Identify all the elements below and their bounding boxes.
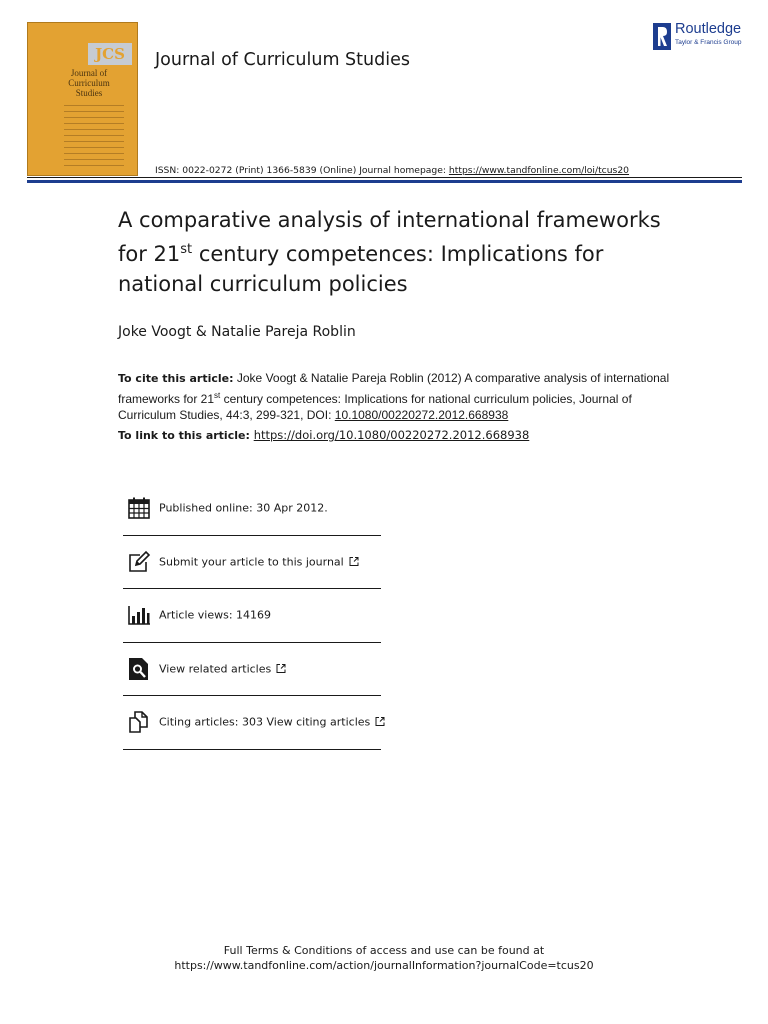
- journal-cover-image: [27, 22, 138, 176]
- journal-title: Journal of Curriculum Studies: [155, 50, 410, 70]
- article-doi-link[interactable]: https://doi.org/10.1080/00220272.2012.668938: [253, 428, 530, 442]
- edit-icon: [127, 550, 151, 574]
- submit-article-item[interactable]: [123, 536, 381, 590]
- related-articles-item[interactable]: [123, 643, 381, 697]
- cite-label: To cite this article:: [118, 372, 234, 385]
- issn-text: ISSN: 0022-0272 (Print) 1366-5839 (Online) Journal homepage:: [155, 165, 449, 176]
- submit-article-link[interactable]: [159, 555, 359, 568]
- article-views-count: Article views: 14169: [159, 608, 272, 622]
- calendar-icon: [127, 496, 151, 520]
- publisher-name: Routledge: [675, 21, 742, 37]
- published-date: Published online: 30 Apr 2012.: [159, 501, 328, 515]
- article-title-superscript: st: [180, 242, 193, 257]
- issn-line: [155, 165, 629, 176]
- cite-doi-link[interactable]: 10.1080/00220272.2012.668938: [334, 408, 509, 422]
- publisher-subtitle: Taylor & Francis Group: [675, 39, 742, 46]
- publisher-logo[interactable]: [653, 20, 748, 52]
- article-info-list: [123, 482, 381, 750]
- related-articles-link[interactable]: [159, 662, 286, 675]
- document-search-icon: [127, 657, 151, 681]
- header-divider: [27, 177, 742, 178]
- cite-text: Joke Voogt & Natalie Pareja Roblin (2012) A comparative analysis of international frameworks for 21: [118, 371, 670, 406]
- citing-articles-label: Citing articles: 303 View citing articles: [159, 715, 371, 729]
- footer-line: Full Terms & Conditions of access and use can be found at: [223, 944, 545, 957]
- published-online-item: [123, 482, 381, 536]
- article-title: [118, 205, 678, 299]
- citation-block: [118, 370, 678, 424]
- citing-documents-icon: [127, 710, 151, 734]
- article-authors: Joke Voogt & Natalie Pareja Roblin: [118, 324, 356, 340]
- cite-superscript: st: [214, 390, 221, 400]
- article-views-item: [123, 589, 381, 643]
- footer-terms-link[interactable]: https://www.tandfonline.com/action/journalInformation?journalCode=tcus20: [174, 959, 594, 972]
- article-title-part: century competences: Implications for national curriculum policies: [118, 242, 604, 296]
- submit-article-label: Submit your article to this journal: [159, 555, 344, 569]
- footer-terms: [0, 943, 768, 973]
- external-link-icon: [349, 556, 359, 566]
- citing-articles-link[interactable]: [159, 716, 385, 729]
- cover-text-lines: [64, 105, 124, 171]
- cover-title: Journal of Curriculum Studies: [68, 68, 110, 98]
- routledge-logo-icon: [653, 23, 671, 50]
- cite-text: century competences: Implications for national curriculum policies, Journal of Curriculum Studies, 44:3, 299-321, DOI:: [118, 391, 632, 422]
- related-articles-label: View related articles: [159, 662, 272, 676]
- citing-articles-item[interactable]: [123, 696, 381, 750]
- journal-homepage-link[interactable]: https://www.tandfonline.com/loi/tcus20: [448, 165, 630, 176]
- external-link-icon: [375, 717, 385, 727]
- link-label: To link to this article:: [118, 429, 254, 442]
- header-divider-accent: [27, 180, 742, 183]
- cover-logo: JCS: [88, 43, 132, 65]
- article-title-part: A comparative analysis of international frameworks for 21: [118, 208, 661, 266]
- article-link-line: [118, 428, 529, 442]
- external-link-icon: [276, 663, 286, 673]
- bar-chart-icon: [127, 603, 151, 627]
